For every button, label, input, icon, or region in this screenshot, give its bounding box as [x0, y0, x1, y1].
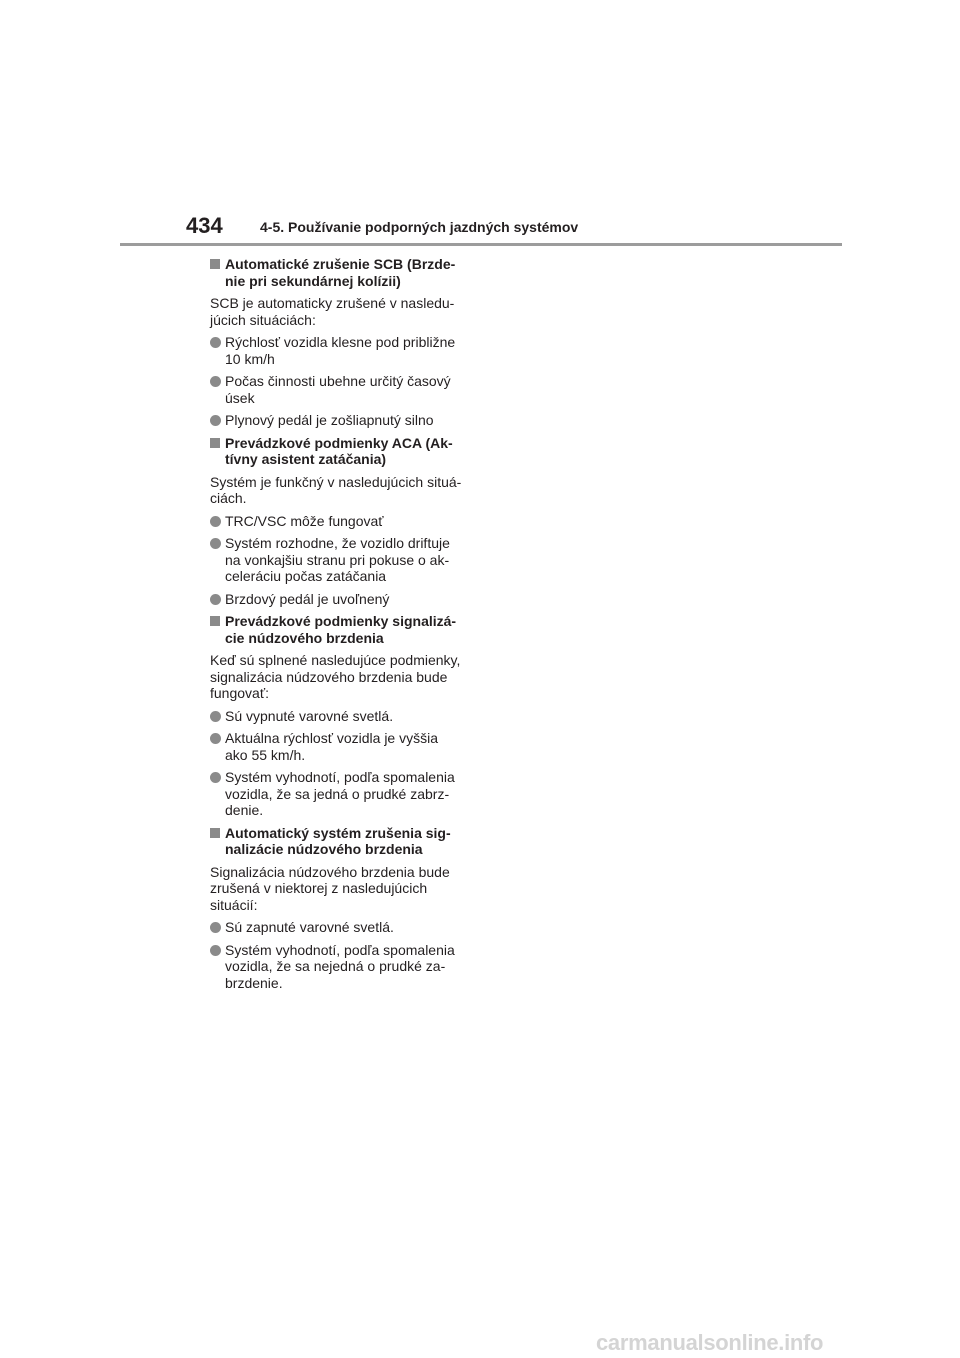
circle-bullet-icon	[210, 711, 221, 722]
text-line: celeráciu počas zatáčania	[225, 568, 387, 584]
circle-bullet-icon	[210, 415, 221, 426]
text-line: Automatické zrušenie SCB (Brzde-	[225, 256, 456, 272]
paragraph	[210, 864, 472, 914]
text-line: na vonkajšiu stranu pri pokuse o ak-	[225, 551, 450, 568]
text-line: Sú vypnuté varovné svetlá.	[225, 707, 394, 724]
text-line: denie.	[225, 802, 264, 818]
text-line: Sú zapnuté varovné svetlá.	[225, 919, 394, 935]
text-line: Keď sú splnené nasledujúce podmienky,	[210, 652, 461, 668]
bullet-item	[210, 591, 472, 608]
watermark: carmanualsonline.info	[596, 1330, 824, 1355]
circle-bullet-icon	[210, 922, 221, 933]
section-heading	[210, 613, 472, 646]
section-title: 4-5. Používanie podporných jazdných systémov	[260, 219, 579, 235]
circle-bullet-icon	[210, 594, 221, 605]
circle-bullet-icon	[210, 337, 221, 348]
text-line: Systém je funkčný v nasledujúcich situá-	[210, 473, 462, 490]
bullet-item	[210, 942, 472, 992]
page-number: 434	[186, 213, 223, 238]
text-line: ciách.	[210, 490, 247, 506]
text-line: Rýchlosť vozidla klesne pod približne	[225, 334, 456, 350]
text-line: situácií:	[210, 896, 258, 913]
bullet-item	[210, 513, 472, 530]
square-bullet-icon	[210, 438, 220, 448]
section-heading	[210, 256, 472, 289]
text-line: Brzdový pedál je uvoľnený	[225, 590, 390, 607]
bullet-item	[210, 919, 472, 936]
square-bullet-icon	[210, 259, 220, 269]
bullet-item	[210, 730, 472, 763]
text-line: zrušená v niektorej z nasledujúcich	[210, 880, 428, 896]
bullet-item	[210, 412, 472, 429]
text-line: brzdenie.	[225, 974, 283, 991]
text-line: vozidla, že sa nejedná o prudké za-	[225, 958, 446, 974]
page-header	[120, 213, 842, 243]
text-column	[210, 256, 472, 997]
text-line: Systém vyhodnotí, podľa spomalenia	[225, 941, 455, 958]
text-line: Aktuálna rýchlosť vozidla je vyššia	[225, 730, 439, 746]
text-line: Systém vyhodnotí, podľa spomalenia	[225, 769, 455, 785]
bullet-item	[210, 373, 472, 406]
circle-bullet-icon	[210, 376, 221, 387]
text-line: SCB je automaticky zrušené v nasledu-	[210, 295, 455, 311]
text-line: júcich situáciách:	[210, 311, 316, 328]
text-line: nalizácie núdzového brzdenia	[225, 841, 423, 857]
text-line: cie núdzového brzdenia	[225, 629, 384, 646]
paragraph	[210, 652, 472, 702]
circle-bullet-icon	[210, 945, 221, 956]
text-line: Systém rozhodne, že vozidlo driftuje	[225, 535, 450, 551]
section-heading	[210, 825, 472, 858]
text-line: 10 km/h	[225, 350, 275, 367]
bullet-item	[210, 334, 472, 367]
text-line: Počas činnosti ubehne určitý časový	[225, 373, 451, 389]
text-line: Plynový pedál je zošliapnutý silno	[225, 412, 434, 428]
square-bullet-icon	[210, 828, 220, 838]
text-line: ako 55 km/h.	[225, 746, 306, 763]
text-line: fungovať:	[210, 685, 269, 701]
text-line: vozidla, že sa jedná o prudké zabrz-	[225, 785, 450, 802]
bullet-item	[210, 535, 472, 585]
bullet-item	[210, 769, 472, 819]
circle-bullet-icon	[210, 733, 221, 744]
text-line: signalizácia núdzového brzdenia bude	[210, 668, 448, 685]
text-line: Signalizácia núdzového brzdenia bude	[210, 863, 450, 880]
paragraph	[210, 474, 472, 507]
text-line: tívny asistent zatáčania)	[225, 451, 387, 467]
circle-bullet-icon	[210, 516, 221, 527]
bullet-item	[210, 708, 472, 725]
text-line: Prevádzkové podmienky signalizá-	[225, 613, 457, 629]
circle-bullet-icon	[210, 772, 221, 783]
square-bullet-icon	[210, 616, 220, 626]
text-line: Automatický systém zrušenia sig-	[225, 824, 451, 841]
text-line: TRC/VSC môže fungovať	[225, 512, 384, 529]
text-line: Prevádzkové podmienky ACA (Ak-	[225, 434, 453, 451]
text-line: úsek	[225, 389, 255, 406]
paragraph	[210, 295, 472, 328]
circle-bullet-icon	[210, 538, 221, 549]
header-divider	[120, 243, 842, 246]
section-heading	[210, 435, 472, 468]
text-line: nie pri sekundárnej kolízii)	[225, 272, 401, 289]
